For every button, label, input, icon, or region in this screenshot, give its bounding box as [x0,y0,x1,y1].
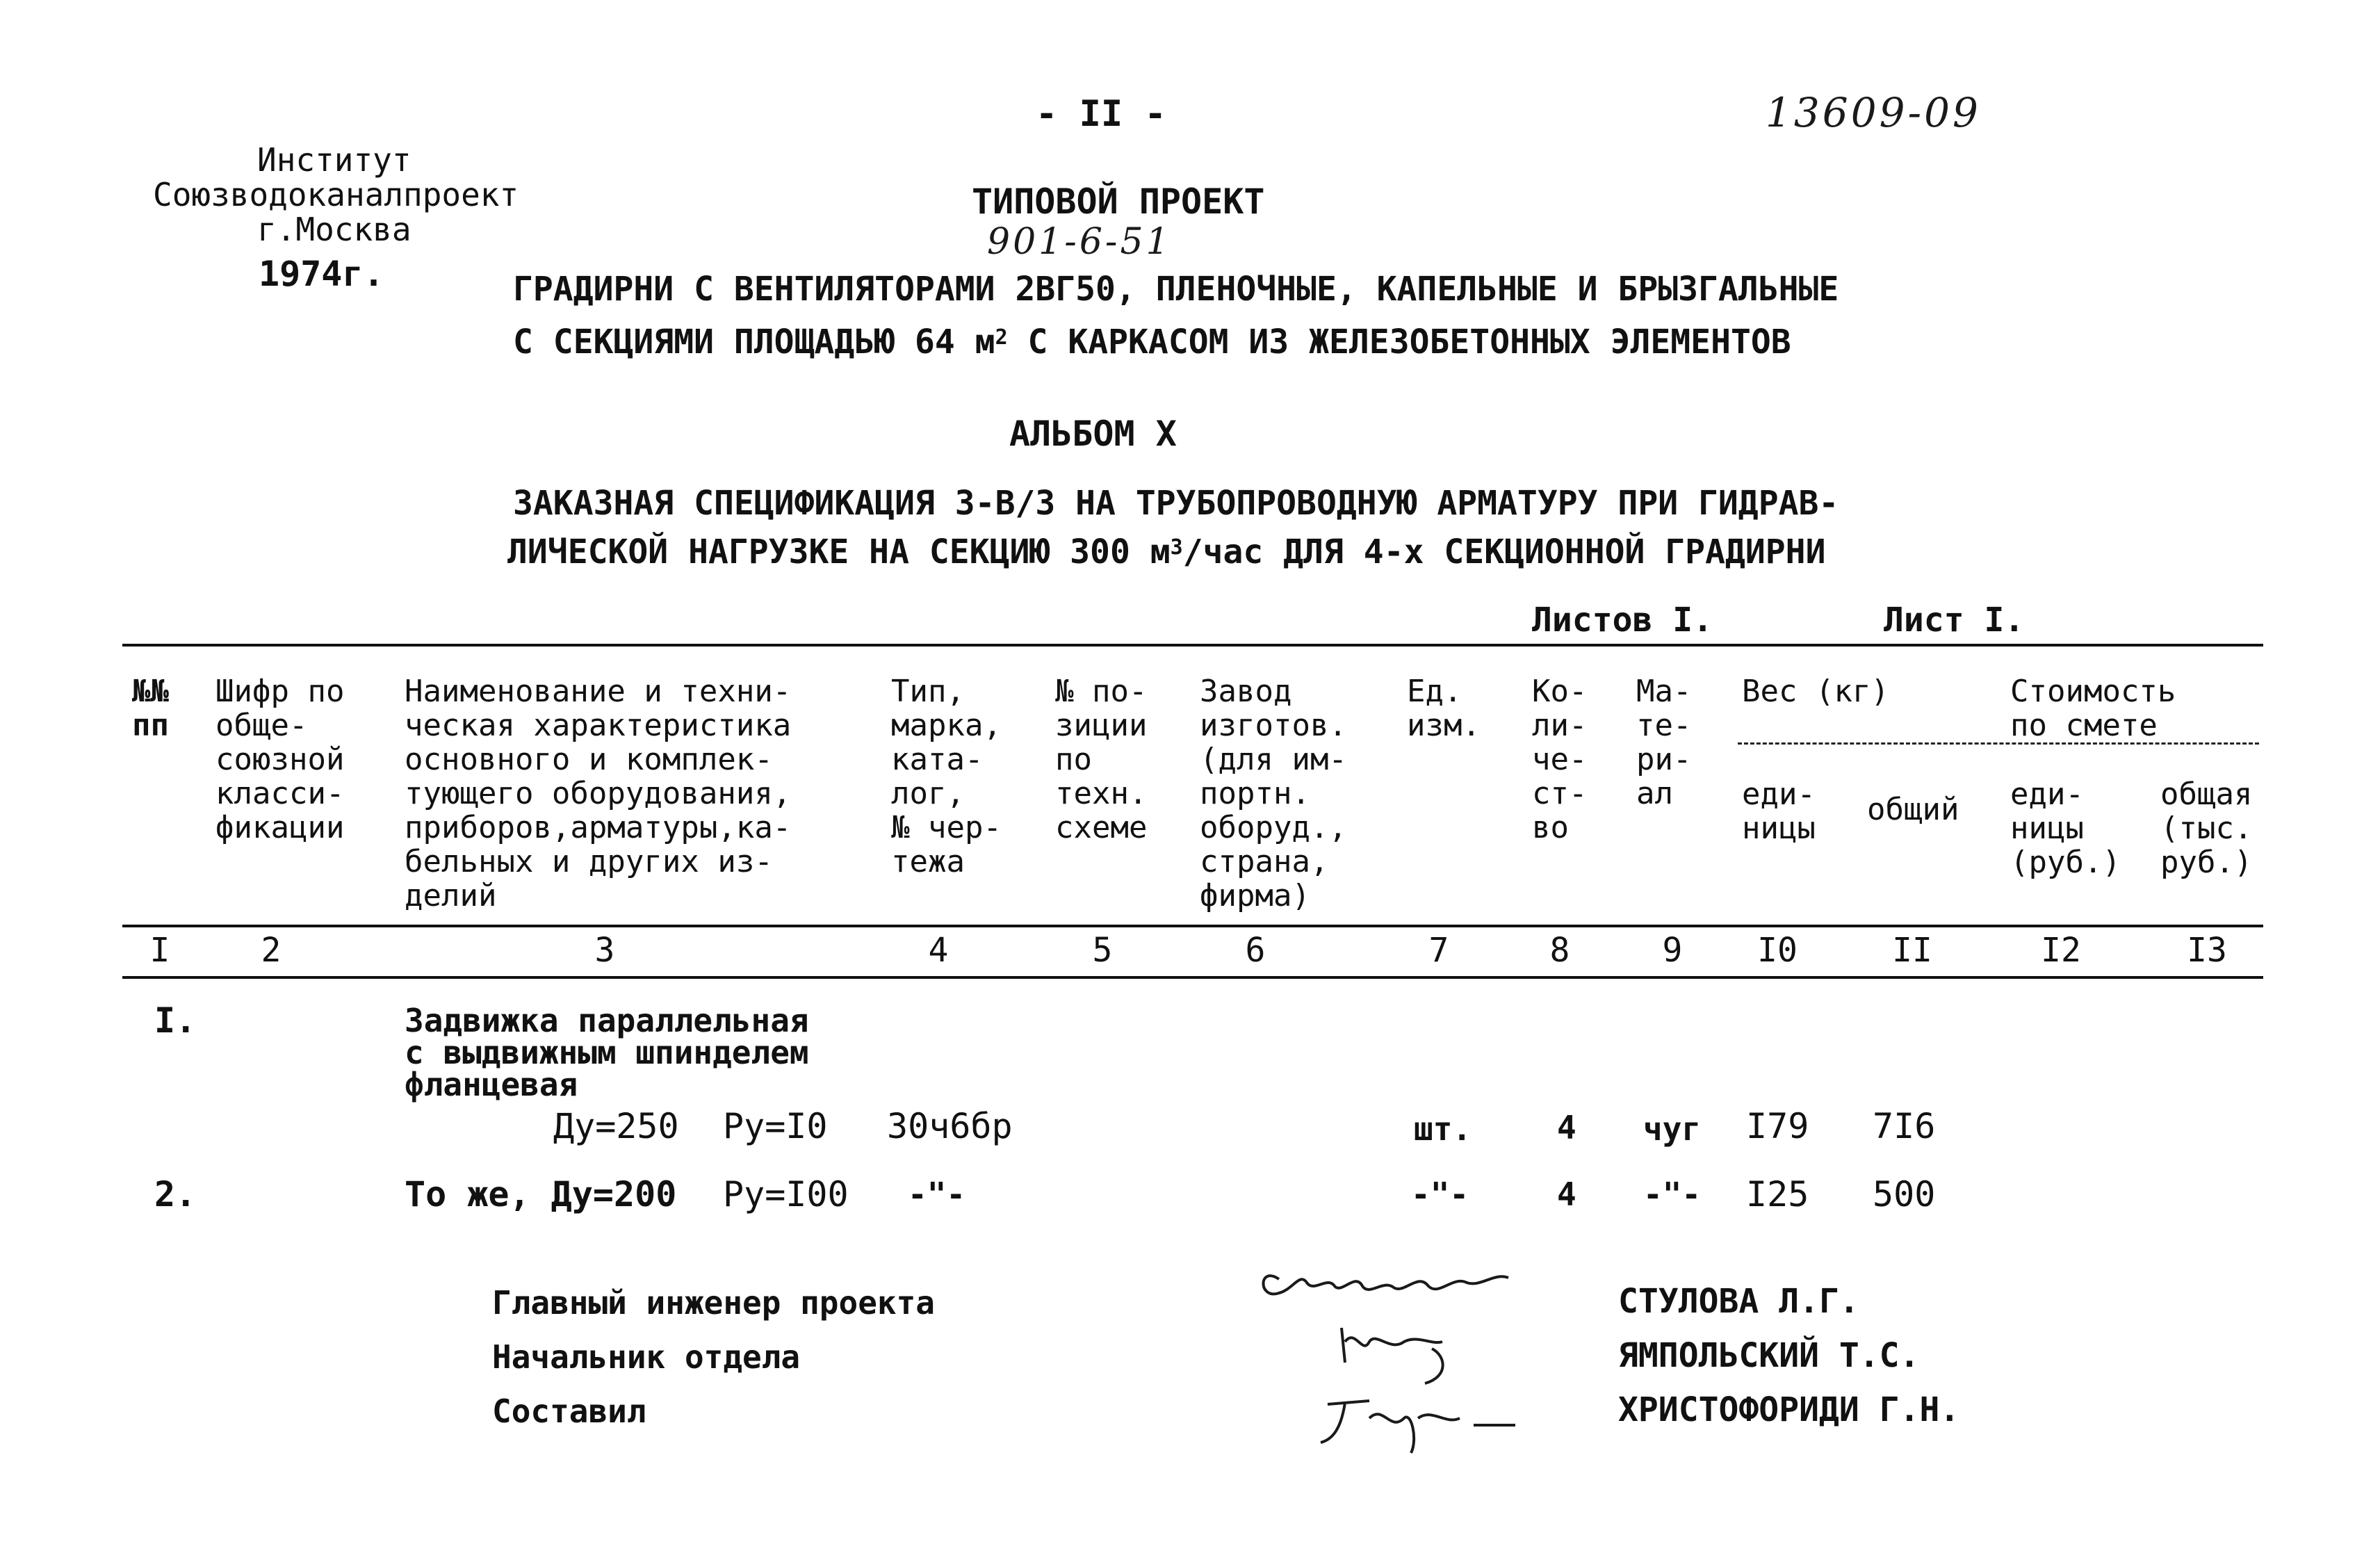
item-weight-total: 7I6 [1873,1106,1936,1146]
sheets-total: Листов I. [1532,601,1713,640]
item-type: -"- [908,1176,966,1213]
header-weight: Вес (кг) [1742,674,1889,709]
header-cost-total: общая (тыс. руб.) [2160,777,2253,880]
item-name-line-1: Задвижка параллельная [405,1002,809,1039]
spec-line-2-b: /час ДЛЯ 4-х СЕКЦИОННОЙ ГРАДИРНИ [1182,533,1826,571]
signature-khristoforidi [1307,1383,1529,1460]
item-py: Ру=I0 [723,1106,828,1146]
header-cost: Стоимость по смете [2010,674,2176,743]
column-numbers-rule [122,976,2263,979]
spec-line-2-sup: 3 [1170,535,1183,560]
row-number: 2. [154,1174,197,1214]
name-yampolsky: ЯМПОЛЬСКИЙ Т.С. [1618,1336,1920,1375]
col-num-3: 3 [594,931,615,970]
role-chief-engineer: Главный инженер проекта [492,1284,935,1322]
header-type-brand: Тип, марка, ката- лог, № чер- тежа [891,674,1002,879]
spec-line-2-a: ЛИЧЕСКОЙ НАГРУЗКЕ НА СЕКЦИЮ 300 м [507,533,1171,571]
document-code: 13609-09 [1766,89,1981,136]
institute-year: 1974г. [259,254,384,294]
table-top-rule [122,644,2263,647]
header-manufacturer: Завод изготов. (для им- портн. оборуд., страна, фирма) [1200,674,1347,913]
header-scheme-position: № по- зиции по техн. схеме [1055,674,1148,845]
sheet-current: Лист I. [1884,601,2025,640]
col-num-1: I [149,931,170,970]
col-num-2: 2 [261,931,282,970]
col-num-7: 7 [1428,931,1449,970]
header-quantity: Ко- ли- че- ст- во [1532,674,1588,845]
signature-stulova [1251,1251,1515,1314]
item-dy: Ду=250 [553,1106,679,1146]
name-khristoforidi: ХРИСТОФОРИДИ Г.Н. [1618,1390,1960,1429]
header-unit: Ед. изм. [1407,674,1481,743]
title-line-2-a: С СЕКЦИЯМИ ПЛОЩАДЬЮ 64 м [513,323,995,361]
role-compiled-by: Составил [492,1392,646,1430]
col-num-9: 9 [1662,931,1683,970]
row-number: I. [154,1000,197,1041]
col-num-6: 6 [1245,931,1266,970]
item-quantity: 4 [1557,1109,1576,1146]
title-line-1: ГРАДИРНИ С ВЕНТИЛЯТОРАМИ 2ВГ50, ПЛЕНОЧНЫЕ, КАПЕЛЬНЫЕ И БРЫЗГАЛЬНЫЕ [513,270,1839,309]
name-stulova: СТУЛОВА Л.Г. [1618,1282,1859,1321]
spec-line-2 [507,535,1825,569]
item-name-line-2: с выдвижным шпинделем [405,1034,809,1071]
title-line-2-sup: 2 [995,325,1008,350]
item-name-line-3: фланцевая [405,1066,578,1103]
item-name-line-1: То же, Ду=200 [405,1174,677,1214]
weight-cost-rule [1738,742,2259,745]
spec-line-1: ЗАКАЗНАЯ СПЕЦИФИКАЦИЯ 3-В/3 НА ТРУБОПРОВОДНУЮ АРМАТУРУ ПРИ ГИДРАВ- [513,484,1839,523]
institute-name: Союзводоканалпроект [153,176,519,213]
col-num-11: II [1892,931,1932,970]
title-line-2 [513,325,1791,359]
item-quantity: 4 [1557,1176,1576,1213]
header-weight-unit: еди- ницы [1742,777,1816,846]
col-num-13: I3 [2187,931,2227,970]
project-label: ТИПОВОЙ ПРОЕКТ [972,181,1265,222]
item-unit: шт. [1414,1110,1472,1148]
institute-label: Институт [257,141,411,179]
col-num-4: 4 [928,931,949,970]
page-number: - II - [1036,93,1166,135]
header-classification-code: Шифр по обще- союзной класси- фикации [215,674,345,845]
header-weight-total: общий [1867,792,1959,827]
item-py: Ру=I00 [723,1174,849,1214]
project-number: 901-6-51 [987,221,1172,263]
signature-yampolsky [1328,1314,1481,1390]
institute-city: г.Москва [257,211,411,248]
header-material: Ма- те- ри- ал [1636,674,1692,811]
header-name-description: Наименование и техни- ческая характеристика основного и комплек- тующего оборудования, приборов,арматуры,ка- бельных и других из- делий [405,674,792,913]
item-material: чуг [1643,1110,1702,1148]
item-unit: -"- [1411,1176,1469,1213]
item-weight-unit: I25 [1746,1174,1809,1214]
item-weight-total: 500 [1873,1174,1936,1214]
col-num-12: I2 [2041,931,2081,970]
col-num-10: I0 [1757,931,1798,970]
col-num-8: 8 [1549,931,1570,970]
role-department-head: Начальник отдела [492,1338,801,1376]
item-weight-unit: I79 [1746,1106,1809,1146]
header-position-no: №№ пп [132,674,169,743]
item-type: 30ч6бр [887,1106,1013,1146]
album-title: АЛЬБОМ X [1009,414,1177,454]
title-line-2-b: С КАРКАСОМ ИЗ ЖЕЛЕЗОБЕТОННЫХ ЭЛЕМЕНТОВ [1007,323,1791,361]
item-material: -"- [1643,1176,1702,1213]
header-bottom-rule [122,925,2263,927]
col-num-5: 5 [1092,931,1113,970]
header-cost-unit: еди- ницы (руб.) [2010,777,2121,880]
